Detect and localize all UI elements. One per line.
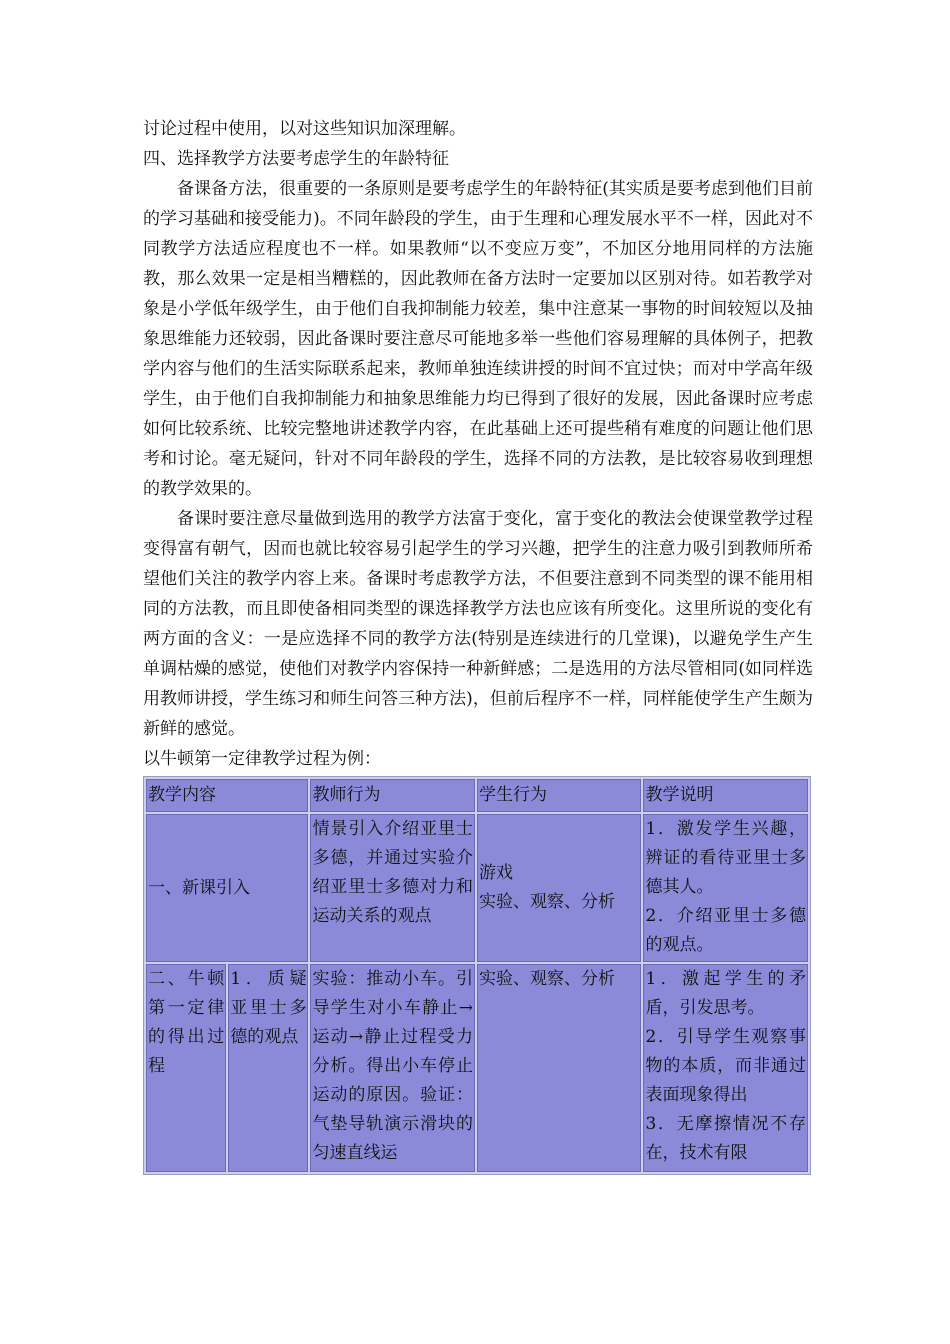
header-teacher: 教师行为 xyxy=(310,779,475,812)
row1-note-line: 1．激发学生兴趣，辨证的看待亚里士多德其人。 xyxy=(645,819,806,897)
section-heading: 四、选择教学方法要考虑学生的年龄特征 xyxy=(143,149,449,169)
row1-student-line: 实验、观察、分析 xyxy=(478,892,615,912)
paragraph-continued: 讨论过程中使用，以对这些知识加深理解。 xyxy=(143,119,466,139)
paragraph-example-intro: 以牛顿第一定律教学过程为例： xyxy=(143,749,381,769)
row2-note-line: 2．引导学生观察事物的本质，而非通过表面现象得出 xyxy=(645,1027,806,1105)
row2-notes xyxy=(643,964,808,1172)
row1-student xyxy=(477,814,642,962)
header-student: 学生行为 xyxy=(477,779,642,812)
paragraph-age-features: 备课备方法，很重要的一条原则是要考虑学生的年龄特征(其实质是要考虑到他们目前的学习基础和接受能力)。不同年龄段的学生，由于生理和心理发展水平不一样，因此对不同教学方法适应程度也不一样。如果教师“以不变应万变”，不加区分地用同样的方法施教，那么效果一定是相当糟糕的，因此教师在备方法时一定要加以区别对待。如若教学对象是小学低年级学生，由于他们自我抑制能力较差，集中注意某一事物的时间较短以及抽象思维能力还较弱，因此备课时要注意尽可能地多举一些他们容易理解的具体例子，把教学内容与他们的生活实际联系起来，教师单独连续讲授的时间不宜过快；而对中学高年级学生，由于他们自我抑制能力和抽象思维能力均已得到了很好的发展，因此备课时应考虑如何比较系统、比较完整地讲述教学内容，在此基础上还可提些稍有难度的问题让他们思考和讨论。毫无疑问，针对不同年龄段的学生，选择不同的方法教，是比较容易收到理想的教学效果的。 xyxy=(143,179,813,499)
row1-notes xyxy=(643,814,808,962)
table-header-row xyxy=(146,779,808,812)
row2-sub: 1．质疑亚里士多德的观点 xyxy=(228,964,308,1172)
document-page xyxy=(143,114,813,1175)
row1-teacher: 情景引入介绍亚里士多德，并通过实验介绍亚里士多德对力和运动关系的观点 xyxy=(310,814,475,962)
row2-content: 二、牛顿第一定律的得出过程 xyxy=(146,964,226,1172)
row1-content: 一、新课引入 xyxy=(146,814,308,962)
paragraph-method-variation: 备课时要注意尽量做到选用的教学方法富于变化，富于变化的教法会使课堂教学过程变得富有朝气，因而也就比较容易引起学生的学习兴趣，把学生的注意力吸引到教师所希望他们关注的教学内容上来。备课时考虑教学方法，不但要注意到不同类型的课不能用相同的方法教，而且即使备相同类型的课选择教学方法也应该有所变化。这里所说的变化有两方面的含义：一是应选择不同的教学方法(特别是连续进行的几堂课)，以避免学生产生单调枯燥的感觉，使他们对教学内容保持一种新鲜感；二是选用的方法尽管相同(如同样选用教师讲授，学生练习和师生问答三种方法)，但前后程序不一样，同样能使学生产生颇为新鲜的感觉。 xyxy=(143,509,813,739)
row2-teacher: 实验：推动小车。引导学生对小车静止→运动→静止过程受力分析。得出小车停止运动的原因。验证：气垫导轨演示滑块的匀速直线运 xyxy=(310,964,475,1172)
row1-note-line: 2．介绍亚里士多德的观点。 xyxy=(645,906,806,955)
row2-student: 实验、观察、分析 xyxy=(477,964,642,1172)
row1-student-line: 游戏 xyxy=(478,863,513,883)
header-content: 教学内容 xyxy=(146,779,308,812)
table-row xyxy=(146,964,808,1172)
header-notes: 教学说明 xyxy=(643,779,808,812)
lesson-table xyxy=(143,776,811,1175)
table-row xyxy=(146,814,808,962)
row2-note-line: 1．激起学生的矛盾，引发思考。 xyxy=(645,969,806,1018)
row2-note-line: 3．无摩擦情况不存在，技术有限 xyxy=(645,1114,806,1163)
